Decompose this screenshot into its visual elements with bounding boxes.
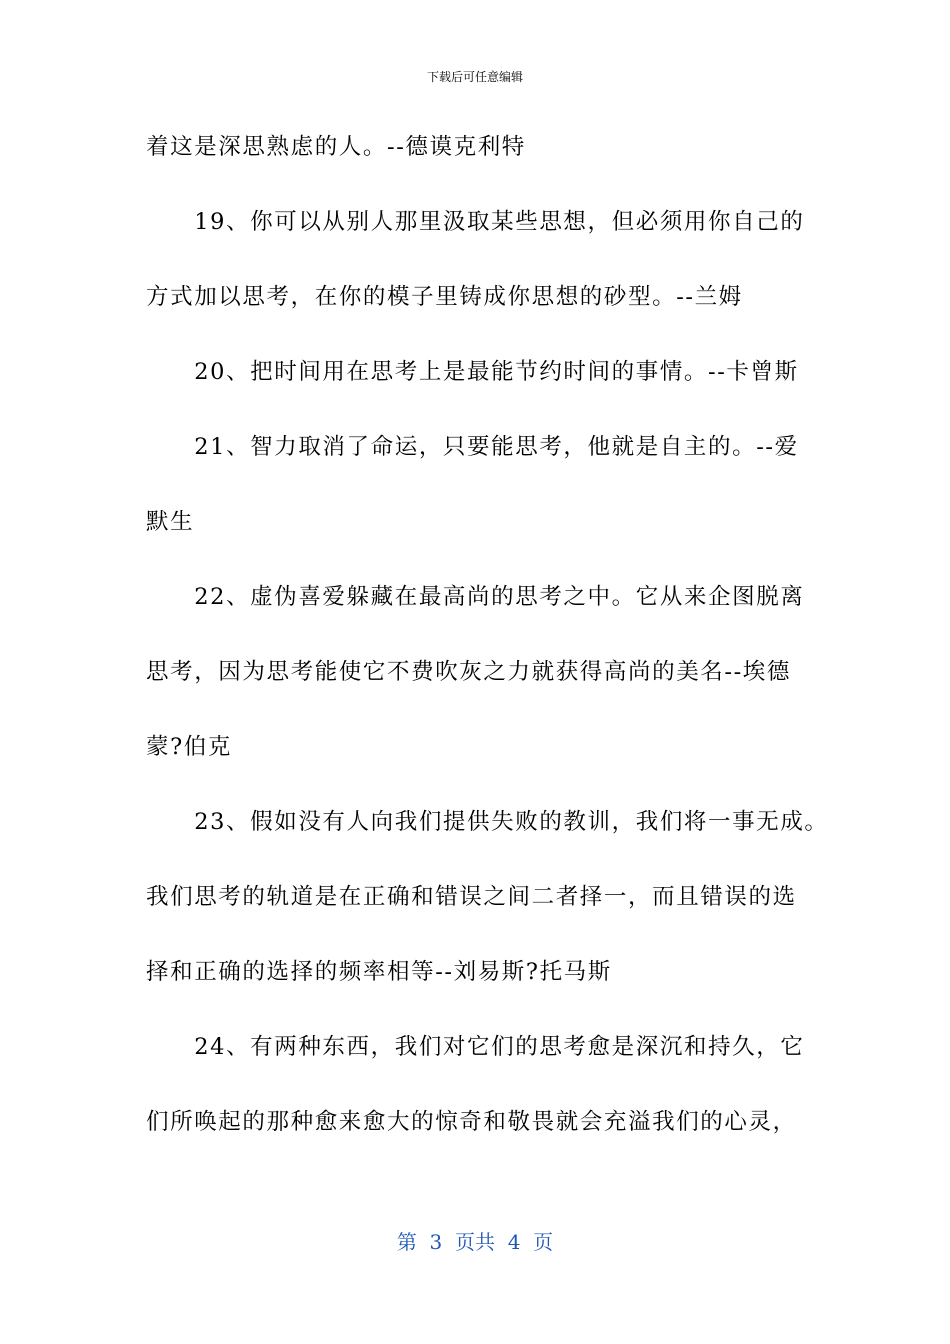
- body-line-10: 23、假如没有人向我们提供失败的教训，我们将一事无成。: [146, 809, 829, 835]
- body-line-7: 22、虚伪喜爱躲藏在最高尚的思考之中。它从来企图脱离: [146, 584, 805, 610]
- body-line-14: 们所唤起的那种愈来愈大的惊奇和敬畏就会充溢我们的心灵，: [146, 1109, 797, 1135]
- body-line-1: 着这是深思熟虑的人。--德谟克利特: [146, 134, 526, 160]
- body-line-3: 方式加以思考，在你的模子里铸成你思想的砂型。--兰姆: [146, 284, 743, 310]
- body-line-2: 19、你可以从别人那里汲取某些思想，但必须用你自己的: [146, 209, 805, 235]
- body-line-12: 择和正确的选择的频率相等--刘易斯?托马斯: [146, 959, 612, 985]
- body-line-13: 24、有两种东西，我们对它们的思考愈是深沉和持久，它: [146, 1034, 805, 1060]
- body-line-8: 思考，因为思考能使它不费吹灰之力就获得高尚的美名--埃德: [146, 659, 792, 685]
- body-line-5: 21、智力取消了命运，只要能思考，他就是自主的。--爱: [146, 434, 799, 460]
- body-line-11: 我们思考的轨道是在正确和错误之间二者择一，而且错误的选: [146, 884, 797, 910]
- body-line-9: 蒙?伯克: [146, 734, 232, 760]
- body-line-4: 20、把时间用在思考上是最能节约时间的事情。--卡曾斯: [146, 359, 799, 385]
- page-number-footer: 第 3 页共 4 页: [396, 1230, 554, 1254]
- body-line-6: 默生: [146, 509, 195, 535]
- page-header: 下载后可任意编辑: [426, 70, 523, 84]
